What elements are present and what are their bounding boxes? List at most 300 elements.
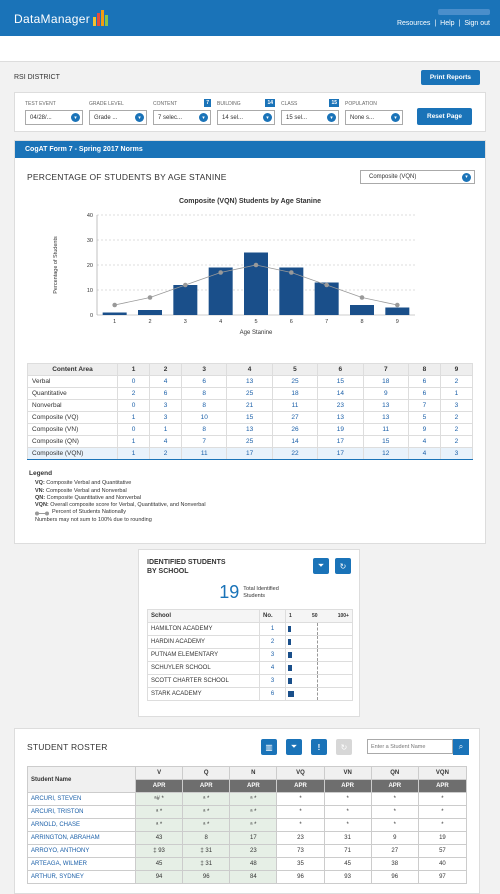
stanine-value: 13 [318, 412, 363, 424]
legend-abbrev: VN: [35, 487, 45, 494]
apr-header[interactable]: APR [277, 780, 324, 793]
stanine-value: 5 [408, 412, 440, 424]
filter-population [345, 101, 403, 125]
alert-icon[interactable]: ! [311, 739, 327, 755]
school-name: PUTNAM ELEMENTARY [148, 649, 260, 662]
filter-select[interactable] [25, 110, 83, 125]
stanine-value: 4 [150, 376, 182, 388]
score-group-header: VQ [277, 767, 324, 780]
apr-score: ‡ 93 [136, 845, 183, 858]
school-bar-cell [286, 688, 353, 701]
school-bar [288, 639, 291, 645]
schools-table [147, 609, 353, 701]
apr-header[interactable]: APR [371, 780, 418, 793]
apr-header[interactable]: APR [230, 780, 277, 793]
apr-score: 31 [324, 832, 371, 845]
apr-header[interactable]: APR [418, 780, 466, 793]
print-reports-button[interactable]: Print Reports [421, 70, 480, 85]
stanine-card [14, 140, 486, 544]
stanine-value: 12 [363, 448, 408, 460]
stanine-value: 1 [150, 424, 182, 436]
stanine-value: 13 [227, 376, 272, 388]
stanine-value: 3 [440, 400, 472, 412]
school-name: HAMILTON ACADEMY [148, 623, 260, 636]
table-row[interactable] [28, 448, 473, 460]
school-count: 2 [260, 636, 286, 649]
filter-select[interactable] [345, 110, 403, 125]
school-bar-cell [286, 649, 353, 662]
apr-score: * [418, 819, 466, 832]
apr-score: 23 [277, 832, 324, 845]
table-row [28, 845, 467, 858]
stanine-value: 4 [150, 436, 182, 448]
legend-desc: Composite Verbal and Quantitative [44, 480, 132, 487]
student-name-link[interactable]: ARRINGTON, ABRAHAM [28, 832, 136, 845]
refresh-icon[interactable]: ↻ [335, 558, 351, 574]
help-link[interactable]: Help [440, 20, 455, 27]
table-row[interactable] [28, 376, 473, 388]
student-search-input[interactable] [367, 739, 453, 754]
stanine-value: 3 [150, 400, 182, 412]
column-header: 8 [408, 364, 440, 376]
filter-select[interactable] [153, 110, 211, 125]
stanine-value: 15 [318, 376, 363, 388]
norms-header: CogAT Form 7 - Spring 2017 Norms [15, 141, 485, 158]
stanine-value: 17 [318, 436, 363, 448]
school-name: SCOTT CHARTER SCHOOL [148, 675, 260, 688]
column-header: Content Area [28, 364, 118, 376]
apr-score: 8 [183, 832, 230, 845]
bar-chart-icon[interactable]: ▥ [261, 739, 277, 755]
apr-score: 96 [371, 871, 418, 884]
school-name: STARK ACADEMY [148, 688, 260, 701]
school-count: 4 [260, 662, 286, 675]
table-row [28, 819, 467, 832]
filter-label: POPULATION [345, 101, 377, 107]
apr-score: 93 [324, 871, 371, 884]
apr-score: 96 [183, 871, 230, 884]
content-area-value: Composite (VQN) [369, 174, 417, 180]
column-header: 9 [440, 364, 472, 376]
chevron-down-icon: ▾ [462, 173, 471, 182]
apr-score: * [324, 806, 371, 819]
scale-marker [317, 623, 318, 635]
stanine-value: 18 [363, 376, 408, 388]
stanine-value: 3 [150, 412, 182, 424]
stanine-value: 2 [150, 448, 182, 460]
apr-score: ‡ 31 [183, 845, 230, 858]
apr-score: 9 [371, 832, 418, 845]
x-tick-label: 8 [360, 319, 364, 325]
scale-marker [317, 688, 318, 700]
legend-item [29, 495, 471, 502]
y-axis-label: Percentage of Students [53, 236, 59, 294]
stanine-value: 14 [318, 388, 363, 400]
stanine-value: 15 [363, 436, 408, 448]
apr-score: * [324, 793, 371, 806]
stanine-table [27, 363, 473, 460]
school-count: 6 [260, 688, 286, 701]
stanine-value: 6 [408, 376, 440, 388]
table-row[interactable] [28, 400, 473, 412]
stanine-value: 15 [227, 412, 272, 424]
datamanager-logo[interactable] [14, 10, 108, 26]
national-point [218, 270, 223, 275]
table-row[interactable] [28, 388, 473, 400]
filter-count-badge: 15 [331, 100, 337, 106]
apr-score: 97 [418, 871, 466, 884]
chevron-down-icon: ▾ [135, 113, 144, 122]
table-row[interactable] [28, 424, 473, 436]
content-area-name: Composite (VN) [28, 424, 118, 436]
bar [244, 253, 268, 316]
filter-test-event [25, 101, 83, 125]
schools-title-line2: BY SCHOOL [147, 568, 189, 575]
filter-grade-level [89, 101, 147, 125]
school-column-header[interactable]: School [148, 610, 260, 623]
student-roster-card [14, 728, 480, 894]
apr-score: * [418, 793, 466, 806]
x-tick-label: 3 [183, 319, 187, 325]
filter-label: CONTENT [153, 101, 178, 107]
legend-desc: Composite Quantitative and Nonverbal [45, 494, 142, 501]
stanine-value: 4 [408, 436, 440, 448]
stanine-value: 13 [363, 400, 408, 412]
column-header: 7 [363, 364, 408, 376]
stanine-value: 8 [182, 388, 227, 400]
filter-count-badge: 14 [267, 100, 273, 106]
header-sep: | [458, 20, 461, 27]
logo-bars-icon [93, 10, 108, 26]
apr-score: ᵃ * [230, 819, 277, 832]
y-tick-label: 0 [89, 313, 93, 319]
apr-score: * [418, 806, 466, 819]
x-tick-label: 1 [113, 319, 117, 325]
stanine-value: 18 [272, 388, 317, 400]
apr-score: 45 [324, 858, 371, 871]
table-row [28, 793, 467, 806]
table-header-row [148, 610, 353, 623]
app-header [0, 0, 500, 36]
student-name-link[interactable]: ARROYO, ANTHONY [28, 845, 136, 858]
school-name: SCHUYLER SCHOOL [148, 662, 260, 675]
student-name-link[interactable]: ARTEAGA, WILMER [28, 858, 136, 871]
filter-bar [14, 92, 486, 132]
national-point [289, 270, 294, 275]
table-row[interactable] [28, 436, 473, 448]
content-area-name: Nonverbal [28, 400, 118, 412]
apr-score: 43 [136, 832, 183, 845]
refresh-icon[interactable]: ↻ [336, 739, 352, 755]
legend-desc: Overall composite score for Verbal, Quantitative, and Nonverbal [48, 502, 206, 509]
filter-icon[interactable]: ⏷ [313, 558, 329, 574]
x-tick-label: 5 [254, 319, 258, 325]
filter-value: 7 selec... [158, 114, 183, 121]
legend-abbrev: VQN: [35, 502, 49, 509]
total-identified-count: 19 [219, 582, 240, 602]
bar [103, 313, 127, 316]
school-bar [288, 626, 291, 632]
apr-score: ᵃ * [183, 819, 230, 832]
stanine-value: 7 [408, 400, 440, 412]
table-row [28, 871, 467, 884]
table-row[interactable] [148, 623, 353, 636]
table-row[interactable] [148, 636, 353, 649]
stanine-value: 6 [408, 388, 440, 400]
apr-score: ᵃ# * [136, 793, 183, 806]
legend-item [29, 488, 471, 495]
filter-label: GRADE LEVEL [89, 101, 124, 107]
stanine-value: 2 [440, 424, 472, 436]
apr-score: * [371, 806, 418, 819]
x-axis-label: Age Stanine [239, 330, 273, 336]
table-header-row [28, 364, 473, 376]
identified-by-school-card [138, 549, 360, 717]
stanine-value: 1 [118, 436, 150, 448]
stanine-value: 26 [272, 424, 317, 436]
student-name-link[interactable]: ARTHUR, SYDNEY [28, 871, 136, 884]
apr-header[interactable]: APR [324, 780, 371, 793]
stanine-value: 17 [227, 448, 272, 460]
content-area-name: Composite (VQ) [28, 412, 118, 424]
student-name-link[interactable]: ARCURI, STEVEN [28, 793, 136, 806]
chart-title: Composite (VQN) Students by Age Stanine [178, 198, 322, 205]
apr-score: * [324, 819, 371, 832]
content-area-name: Composite (QN) [28, 436, 118, 448]
apr-score: * [371, 793, 418, 806]
apr-score: * [277, 819, 324, 832]
bar [315, 283, 339, 316]
column-header: 2 [150, 364, 182, 376]
resources-link[interactable]: Resources [396, 20, 431, 27]
filter-select[interactable] [217, 110, 275, 125]
school-bar [288, 652, 292, 658]
stanine-value: 19 [318, 424, 363, 436]
chevron-down-icon: ▾ [391, 113, 400, 122]
national-point [148, 295, 153, 300]
apr-score: * [277, 806, 324, 819]
chevron-down-icon: ▾ [263, 113, 272, 122]
x-tick-label: 4 [219, 319, 223, 325]
chevron-down-icon: ▾ [199, 113, 208, 122]
stanine-value: 8 [182, 400, 227, 412]
table-row[interactable] [148, 649, 353, 662]
y-tick-label: 40 [86, 213, 93, 219]
stanine-value: 13 [363, 412, 408, 424]
apr-score: ᵃ * [136, 806, 183, 819]
top-strip [0, 36, 500, 62]
column-header: 5 [272, 364, 317, 376]
apr-score: ‡ 31 [183, 858, 230, 871]
x-tick-label: 2 [148, 319, 152, 325]
count-column-header[interactable]: No. [260, 610, 286, 623]
legend-desc: Composite Verbal and Nonverbal [44, 487, 127, 494]
table-header-row [28, 767, 467, 780]
filter-value: 04/28/... [30, 114, 52, 121]
stanine-value: 4 [408, 448, 440, 460]
y-tick-label: 30 [86, 238, 93, 244]
apr-score: 96 [277, 871, 324, 884]
score-group-header: N [230, 767, 277, 780]
stanine-value: 11 [272, 400, 317, 412]
apr-score: * [277, 793, 324, 806]
stanine-value: 25 [227, 388, 272, 400]
filter-value: Grade ... [94, 114, 118, 121]
x-tick-label: 9 [395, 319, 399, 325]
search-icon[interactable]: ⌕ [453, 739, 469, 755]
stanine-value: 2 [440, 436, 472, 448]
sign-out-link[interactable]: Sign out [464, 20, 490, 27]
national-point [183, 283, 188, 288]
national-point [324, 283, 329, 288]
filter-class [281, 101, 339, 125]
apr-score: 71 [324, 845, 371, 858]
stanine-value: 7 [182, 436, 227, 448]
stanine-value: 1 [440, 388, 472, 400]
filter-select[interactable] [89, 110, 147, 125]
apr-score: 48 [230, 858, 277, 871]
student-name-link[interactable]: ARNOLD, CHASE [28, 819, 136, 832]
school-count: 3 [260, 649, 286, 662]
stanine-value: 14 [272, 436, 317, 448]
stanine-value: 25 [272, 376, 317, 388]
schools-title-line1: IDENTIFIED STUDENTS [147, 559, 226, 566]
filter-value: None s... [350, 114, 375, 121]
school-count: 3 [260, 675, 286, 688]
stanine-value: 6 [150, 388, 182, 400]
legend-note: Numbers may not sum to 100% due to rounding [35, 516, 152, 523]
apr-score: 94 [136, 871, 183, 884]
stanine-value: 1 [118, 412, 150, 424]
legend-abbrev: VQ: [35, 480, 45, 487]
school-bar-cell [286, 675, 353, 688]
legend-title: Legend [29, 470, 53, 477]
apr-score: 84 [230, 871, 277, 884]
total-label-line1: Total Identified [243, 586, 279, 592]
stanine-value: 2 [118, 388, 150, 400]
apr-score: ᵃ * [136, 819, 183, 832]
table-row[interactable] [28, 412, 473, 424]
school-bar-cell [286, 623, 353, 636]
chevron-down-icon: ▾ [327, 113, 336, 122]
header-sep: | [434, 20, 437, 27]
filter-select[interactable] [281, 110, 339, 125]
school-name: HARDIN ACADEMY [148, 636, 260, 649]
table-row [28, 806, 467, 819]
column-header: 3 [182, 364, 227, 376]
national-point [360, 295, 365, 300]
table-row[interactable] [148, 662, 353, 675]
filter-label: TEST EVENT [25, 101, 56, 107]
table-row [28, 858, 467, 871]
stanine-value: 22 [272, 448, 317, 460]
chevron-down-icon: ▾ [71, 113, 80, 122]
apr-score: ᵃ * [230, 793, 277, 806]
school-bar [288, 678, 292, 684]
score-group-header: VQN [418, 767, 466, 780]
scale-label: 50 [311, 613, 318, 619]
filter-count-badge: 7 [206, 100, 209, 106]
scale-marker [317, 662, 318, 674]
content-area-name: Verbal [28, 376, 118, 388]
legend-national-line: Percent of Students Nationally [52, 509, 126, 516]
column-header: 1 [118, 364, 150, 376]
reset-page-button[interactable]: Reset Page [417, 108, 472, 125]
stanine-chart [15, 205, 485, 357]
roster-table [27, 766, 467, 884]
score-group-header: VN [324, 767, 371, 780]
scale-marker [317, 649, 318, 661]
score-group-header: QN [371, 767, 418, 780]
apr-score: 38 [371, 858, 418, 871]
apr-score: ᵃ * [183, 793, 230, 806]
school-bar-cell [286, 662, 353, 675]
stanine-value: 0 [118, 424, 150, 436]
stanine-value: 23 [318, 400, 363, 412]
national-point [254, 263, 259, 268]
table-row[interactable] [148, 688, 353, 701]
stanine-value: 0 [118, 376, 150, 388]
scale-marker [317, 636, 318, 648]
apr-score: 23 [230, 845, 277, 858]
table-row[interactable] [148, 675, 353, 688]
apr-score: 27 [371, 845, 418, 858]
apr-header[interactable]: APR [183, 780, 230, 793]
x-tick-label: 7 [325, 319, 329, 325]
stanine-value: 25 [227, 436, 272, 448]
stanine-value: 2 [440, 376, 472, 388]
stanine-value: 27 [272, 412, 317, 424]
filter-content [153, 101, 211, 125]
content-area-name: Composite (VQN) [28, 448, 118, 460]
stanine-value: 21 [227, 400, 272, 412]
content-area-select[interactable] [360, 170, 475, 184]
stanine-value: 8 [182, 424, 227, 436]
stanine-value: 9 [408, 424, 440, 436]
filter-label: CLASS [281, 101, 298, 107]
score-group-header: Q [183, 767, 230, 780]
school-count: 1 [260, 623, 286, 636]
stanine-value: 1 [118, 448, 150, 460]
bar [173, 285, 197, 315]
apr-score: 40 [418, 858, 466, 871]
national-point [395, 303, 400, 308]
stanine-value: 9 [363, 388, 408, 400]
logo-text: DataManager [14, 12, 91, 26]
scale-label: 1 [289, 613, 292, 619]
stanine-value: 2 [440, 412, 472, 424]
bar [138, 310, 162, 315]
legend-item [29, 480, 471, 487]
student-name-header[interactable]: Student Name [28, 767, 136, 793]
national-line-icon [35, 511, 49, 516]
scale-header [286, 610, 353, 623]
apr-header[interactable]: APR [136, 780, 183, 793]
national-point [112, 303, 117, 308]
apr-score: * [371, 819, 418, 832]
apr-score: 17 [230, 832, 277, 845]
stanine-value: 13 [227, 424, 272, 436]
roster-title: STUDENT ROSTER [27, 742, 108, 752]
filter-icon[interactable]: ⏷ [286, 739, 302, 755]
student-name-link[interactable]: ARCURI, TRISTON [28, 806, 136, 819]
stanine-value: 10 [182, 412, 227, 424]
bar [350, 305, 374, 315]
total-label-line2: Students [243, 592, 265, 599]
scale-label: 100+ [337, 613, 349, 619]
apr-score: 35 [277, 858, 324, 871]
stanine-value: 6 [182, 376, 227, 388]
